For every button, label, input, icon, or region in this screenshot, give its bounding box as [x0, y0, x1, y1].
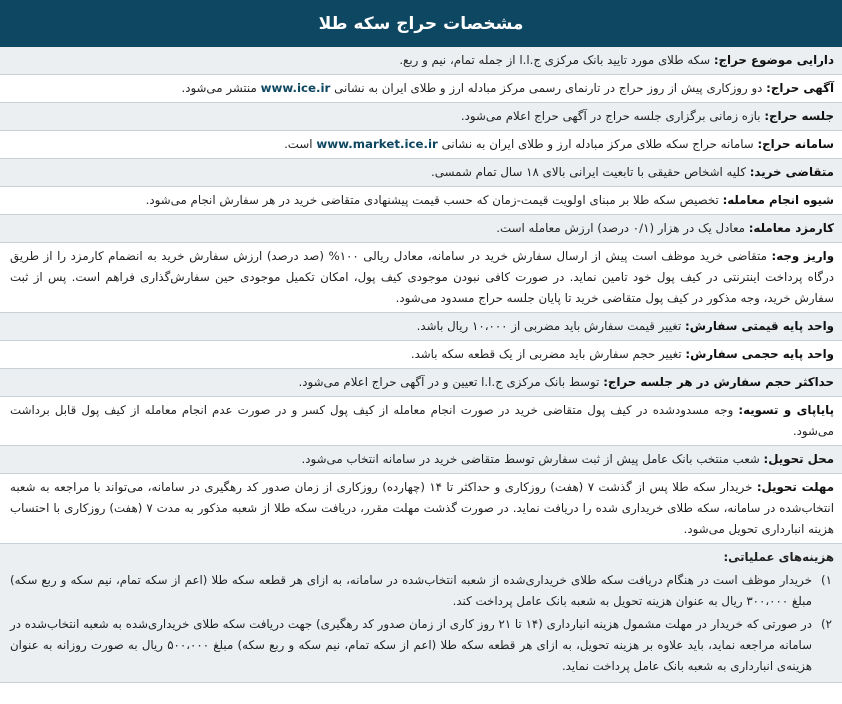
market-website-link[interactable]: www.market.ice.ir: [316, 137, 438, 151]
spec-label: دارایی موضوع حراج:: [713, 53, 834, 67]
spec-text: بازه زمانی برگزاری جلسه حراج در آگهی حراج اعلام می‌شود.: [460, 109, 761, 123]
spec-label: شیوه انجام معامله:: [722, 193, 834, 207]
spec-row-deposit: [0, 243, 842, 313]
spec-text: شعب منتخب بانک عامل پیش از ثبت سفارش توسط متقاضی خرید در سامانه انتخاب می‌شود.: [301, 452, 760, 466]
spec-text: تخصیص سکه طلا بر مبنای اولویت قیمت-زمان که حسب قیمت پیشنهادی متقاضی خرید در هر سفارش انجام می‌شود.: [145, 193, 719, 207]
costs-title: هزینه‌های عملیاتی:: [723, 550, 834, 564]
spec-label: واحد پایه قیمتی سفارش:: [685, 319, 834, 333]
spec-text: تغییر حجم سفارش باید مضربی از یک قطعه سکه باشد.: [410, 347, 682, 361]
spec-row-settlement: [0, 397, 842, 446]
list-item-number: ۱): [821, 573, 832, 587]
costs-list: [10, 570, 834, 677]
spec-label: آگهی حراج:: [766, 81, 834, 95]
list-item-text: خریدار موظف است در هنگام دریافت سکه طلای خریداری‌شده از شعبه انتخاب‌شده در سامانه، به ازای هر قطعه سکه طلا (اعم از سکه تمام، نیم سکه و ربع سکه) مبلغ ۳۰۰،۰۰۰ ریال به عنوان هزینه تحویل به شعبه بانک عامل پرداخت کند.: [10, 573, 812, 608]
spec-label: واحد پایه حجمی سفارش:: [685, 347, 834, 361]
spec-row-max-volume: [0, 369, 842, 397]
spec-row-trade-method: [0, 187, 842, 215]
spec-label: پایاپای و تسویه:: [738, 403, 835, 417]
spec-text: است.: [284, 137, 313, 151]
spec-row-delivery-deadline: [0, 474, 842, 544]
spec-row-asset: [0, 47, 842, 75]
list-item: [10, 570, 832, 612]
ice-website-link[interactable]: www.ice.ir: [260, 81, 331, 95]
spec-label: متقاضی خرید:: [749, 165, 834, 179]
spec-label: حداکثر حجم سفارش در هر جلسه حراج:: [603, 375, 834, 389]
spec-row-announcement: [0, 75, 842, 103]
spec-text: کلیه اشخاص حقیقی با تابعیت ایرانی بالای ۱۸ سال تمام شمسی.: [431, 165, 746, 179]
spec-label: سامانه حراج:: [757, 137, 834, 151]
page-title: مشخصات حراج سکه طلا: [0, 0, 842, 47]
spec-text: توسط بانک مرکزی ج.ا.ا تعیین و در آگهی حراج اعلام می‌شود.: [298, 375, 600, 389]
spec-label: مهلت تحویل:: [756, 480, 835, 494]
spec-row-price-unit: [0, 313, 842, 341]
list-item: [10, 614, 832, 677]
list-item-text: در صورتی که خریدار در مهلت مشمول هزینه انبارداری (۱۴ تا ۲۱ روز کاری از زمان صدور کد رهگیری) جهت دریافت سکه طلای خریداری‌شده به شعبه انتخاب‌شده در سامانه مراجعه نماید، باید علاوه بر هزینه تحویل، به ازای هر قطعه سکه طلا (اعم از سکه تمام، نیم سکه و ربع سکه) مبلغ ۵۰۰،۰۰۰ ریال به صورت روزانه به عنوان هزینه‌ی انبارداری به شعبه بانک عامل پرداخت نماید.: [10, 617, 813, 673]
spec-row-volume-unit: [0, 341, 842, 369]
spec-text: تغییر قیمت سفارش باید مضربی از ۱۰،۰۰۰ ریال باشد.: [416, 319, 682, 333]
spec-row-session: [0, 103, 842, 131]
spec-label: کارمزد معامله:: [748, 221, 834, 235]
spec-text: وجه مسدودشده در کیف پول متقاضی خرید در صورت انجام معامله از کیف پول کسر و در صورت عدم انجام معامله از کیف پول قابل برداشت می‌شود.: [10, 403, 834, 438]
spec-row-system: [0, 131, 842, 159]
spec-row-delivery-place: [0, 446, 842, 474]
spec-text: متقاضی خرید موظف است پیش از ارسال سفارش خرید در سامانه، معادل ریالی ۱۰۰% (صد درصد) ارزش سفارش خرید به انضمام کارمزد را از طریق درگاه پرداخت اینترنتی در کیف پول خود تامین نماید. در صورت کافی نبودن موجودی کیف پول، امکان تکمیل موجودی حین سفارش‌گذاری فراهم است. پس از ثبت سفارش خرید، وجه مذکور در کیف پول متقاضی خرید تا پایان جلسه حراج مسدود می‌شود.: [10, 249, 834, 305]
spec-text: سامانه حراج سکه طلای مرکز مبادله ارز و طلای ایران به نشانی: [441, 137, 754, 151]
list-item-number: ۲): [821, 617, 832, 631]
spec-label: جلسه حراج:: [764, 109, 834, 123]
spec-text: خریدار سکه طلا پس از گذشت ۷ (هفت) روزکاری و حداکثر تا ۱۴ (چهارده) روزکاری از زمان صدور کد رهگیری در سامانه، می‌تواند با مراجعه به شعبه انتخاب‌شده در سامانه، سکه طلای خریداری شده را دریافت نماید. در صورت گذشت مهلت مقرر، دریافت سکه طلا از شعبه مذکور به مدت ۷ (هفت) روزکاری با احتساب هزینه انبارداری تحویل می‌شود.: [10, 480, 834, 536]
spec-text: معادل یک در هزار (۰/۱ درصد) ارزش معامله است.: [496, 221, 745, 235]
spec-text: سکه طلای مورد تایید بانک مرکزی ج.ا.ا از جمله تمام، نیم و ربع.: [399, 53, 711, 67]
spec-label: محل تحویل:: [763, 452, 834, 466]
spec-row-buyer: [0, 159, 842, 187]
spec-row-fee: [0, 215, 842, 243]
spec-label: واریز وجه:: [771, 249, 835, 263]
spec-text: دو روزکاری پیش از روز حراج در تارنمای رسمی مرکز مبادله ارز و طلای ایران به نشانی: [334, 81, 763, 95]
spec-row-operating-costs: [0, 544, 842, 683]
spec-text: منتشر می‌شود.: [181, 81, 257, 95]
